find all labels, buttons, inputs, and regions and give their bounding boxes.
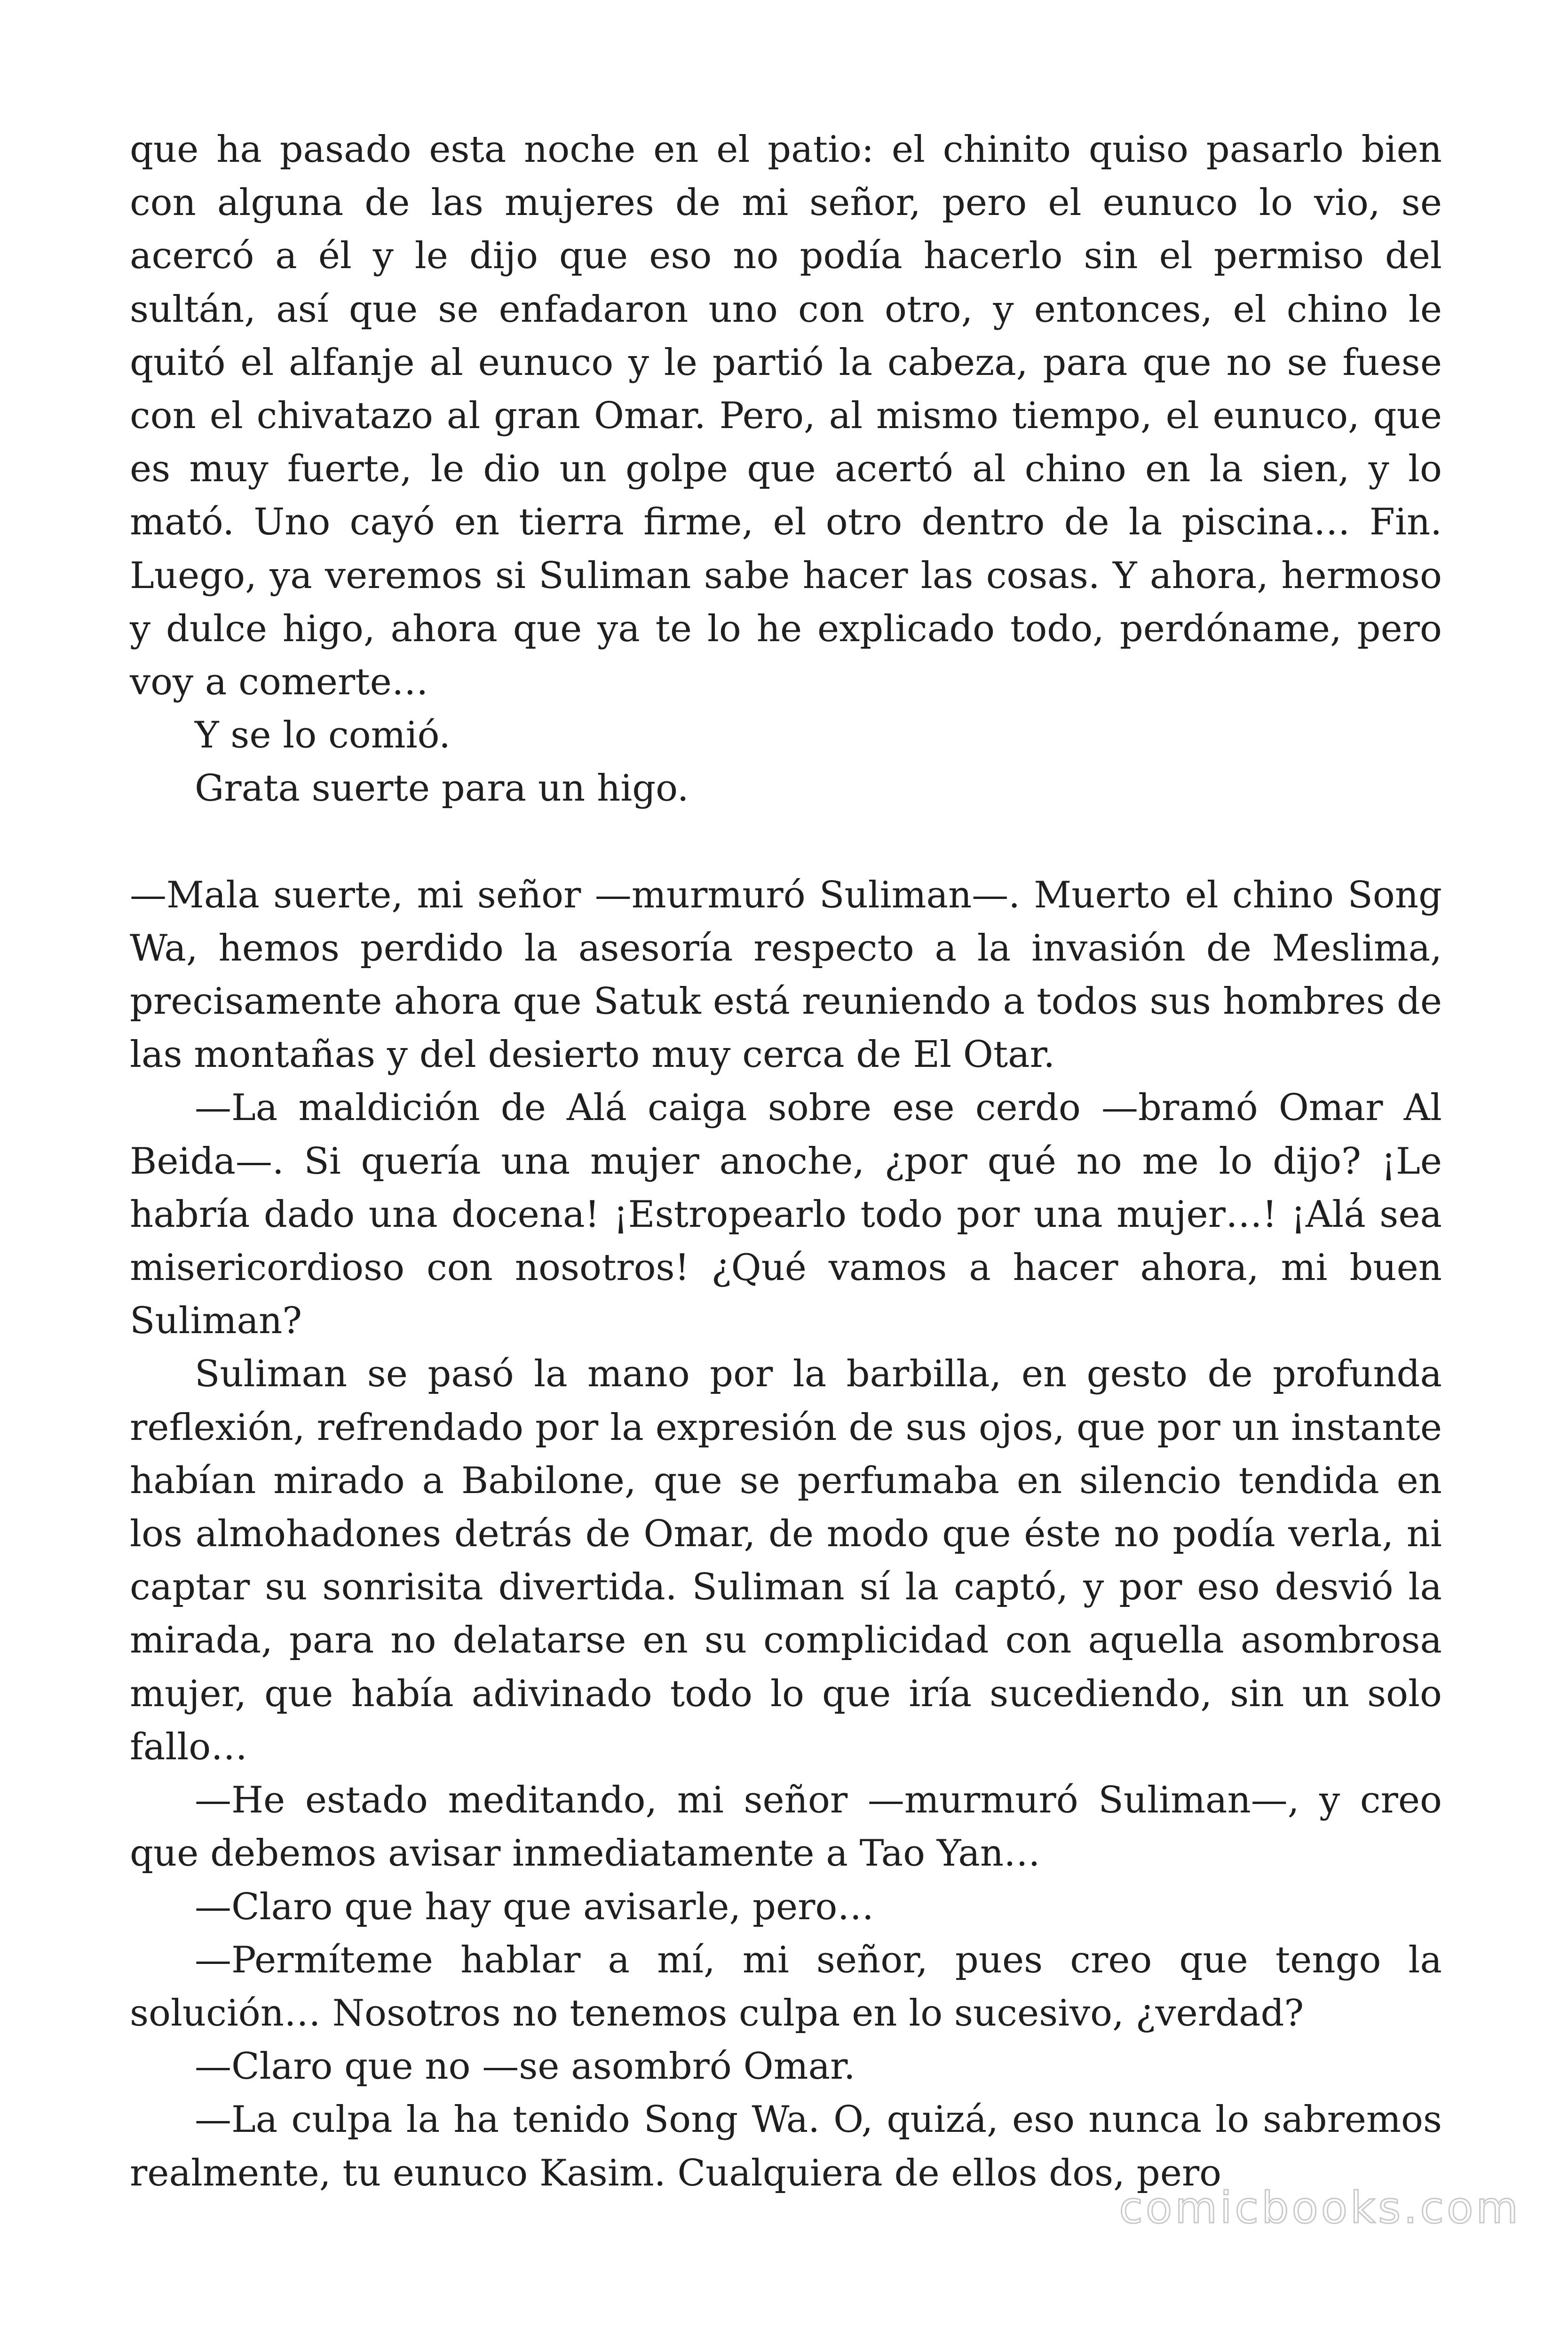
paragraph-1: que ha pasado esta noche en el patio: el chinito quiso pasarlo bien con alguna de las mujeres de mi señor, pero el eunuco lo vio, se acercó a él y le dijo que eso no podía hacerlo sin el permiso del sultán, así que se enfadaron uno con otro, y entonces, el chino le quitó el alfanje al eunuco y le partió la cabeza, para que no se fuese con el chivatazo al gran Omar. Pero, al mismo tiempo, el eunuco, que es muy fuerte, le dio un golpe que acertó al chino en la sien, y lo mató. Uno cayó en tierra firme, el otro dentro de la piscina… Fin. Luego, ya veremos si Suliman sabe hacer las cosas. Y ahora, hermoso y dulce higo, ahora que ya te lo he explicado todo, perdóname, pero voy a comerte… xyxy=(130,128,1442,704)
paragraph-10: —Claro que no —se asombró Omar. xyxy=(195,2045,855,2088)
paragraph-8: —Claro que hay que avisarle, pero… xyxy=(195,1885,874,1928)
paragraph-6: Suliman se pasó la mano por la barbilla, en gesto de profunda reflexión, refrendado por la expresión de sus ojos, que por un instante habían mirado a Babilone, que se perfumaba en silencio tendida en los almohadones detrás de Omar, de modo que éste no podía verla, ni captar su sonrisita divertida. Suliman sí la captó, y por eso desvió la mirada, para no delatarse en su complicidad con aquella asombrosa mujer, que había adivinado todo lo que iría sucediendo, sin un solo fallo… xyxy=(130,1353,1442,1768)
paragraph-5: —La maldición de Alá caiga sobre ese cerdo —bramó Omar Al Beida—. Si quería una mujer anoche, ¿por qué no me lo dijo? ¡Le habría dado una docena! ¡Estropearlo todo por una mujer…! ¡Alá sea misericordioso con nosotros! ¿Qué vamos a hacer ahora, mi buen Suliman? xyxy=(130,1087,1442,1343)
paragraph-4: —Mala suerte, mi señor —murmuró Suliman—. Muerto el chino Song Wa, hemos perdido la asesoría respecto a la invasión de Meslima, precisamente ahora que Satuk está reuniendo a todos sus hombres de las montañas y del desierto muy cerca de El Otar. xyxy=(130,874,1442,1076)
paragraph-3: Grata suerte para un higo. xyxy=(195,767,689,810)
paragraph-7: —He estado meditando, mi señor —murmuró Suliman—, y creo que debemos avisar inmediatamente a Tao Yan… xyxy=(130,1779,1442,1875)
paragraph-2: Y se lo comió. xyxy=(195,714,451,757)
section-break xyxy=(130,816,1442,869)
paragraph-11: —La culpa la ha tenido Song Wa. O, quizá, eso nunca lo sabremos realmente, tu eunuco Kasim. Cualquiera de ellos dos, pero xyxy=(130,2098,1442,2194)
watermark: comicbooks.com xyxy=(1119,2183,1521,2233)
paragraph-9: —Permíteme hablar a mí, mi señor, pues creo que tengo la solución… Nosotros no tenemos culpa en lo sucesivo, ¿verdad? xyxy=(130,1939,1442,2034)
body-text xyxy=(130,123,1442,2200)
